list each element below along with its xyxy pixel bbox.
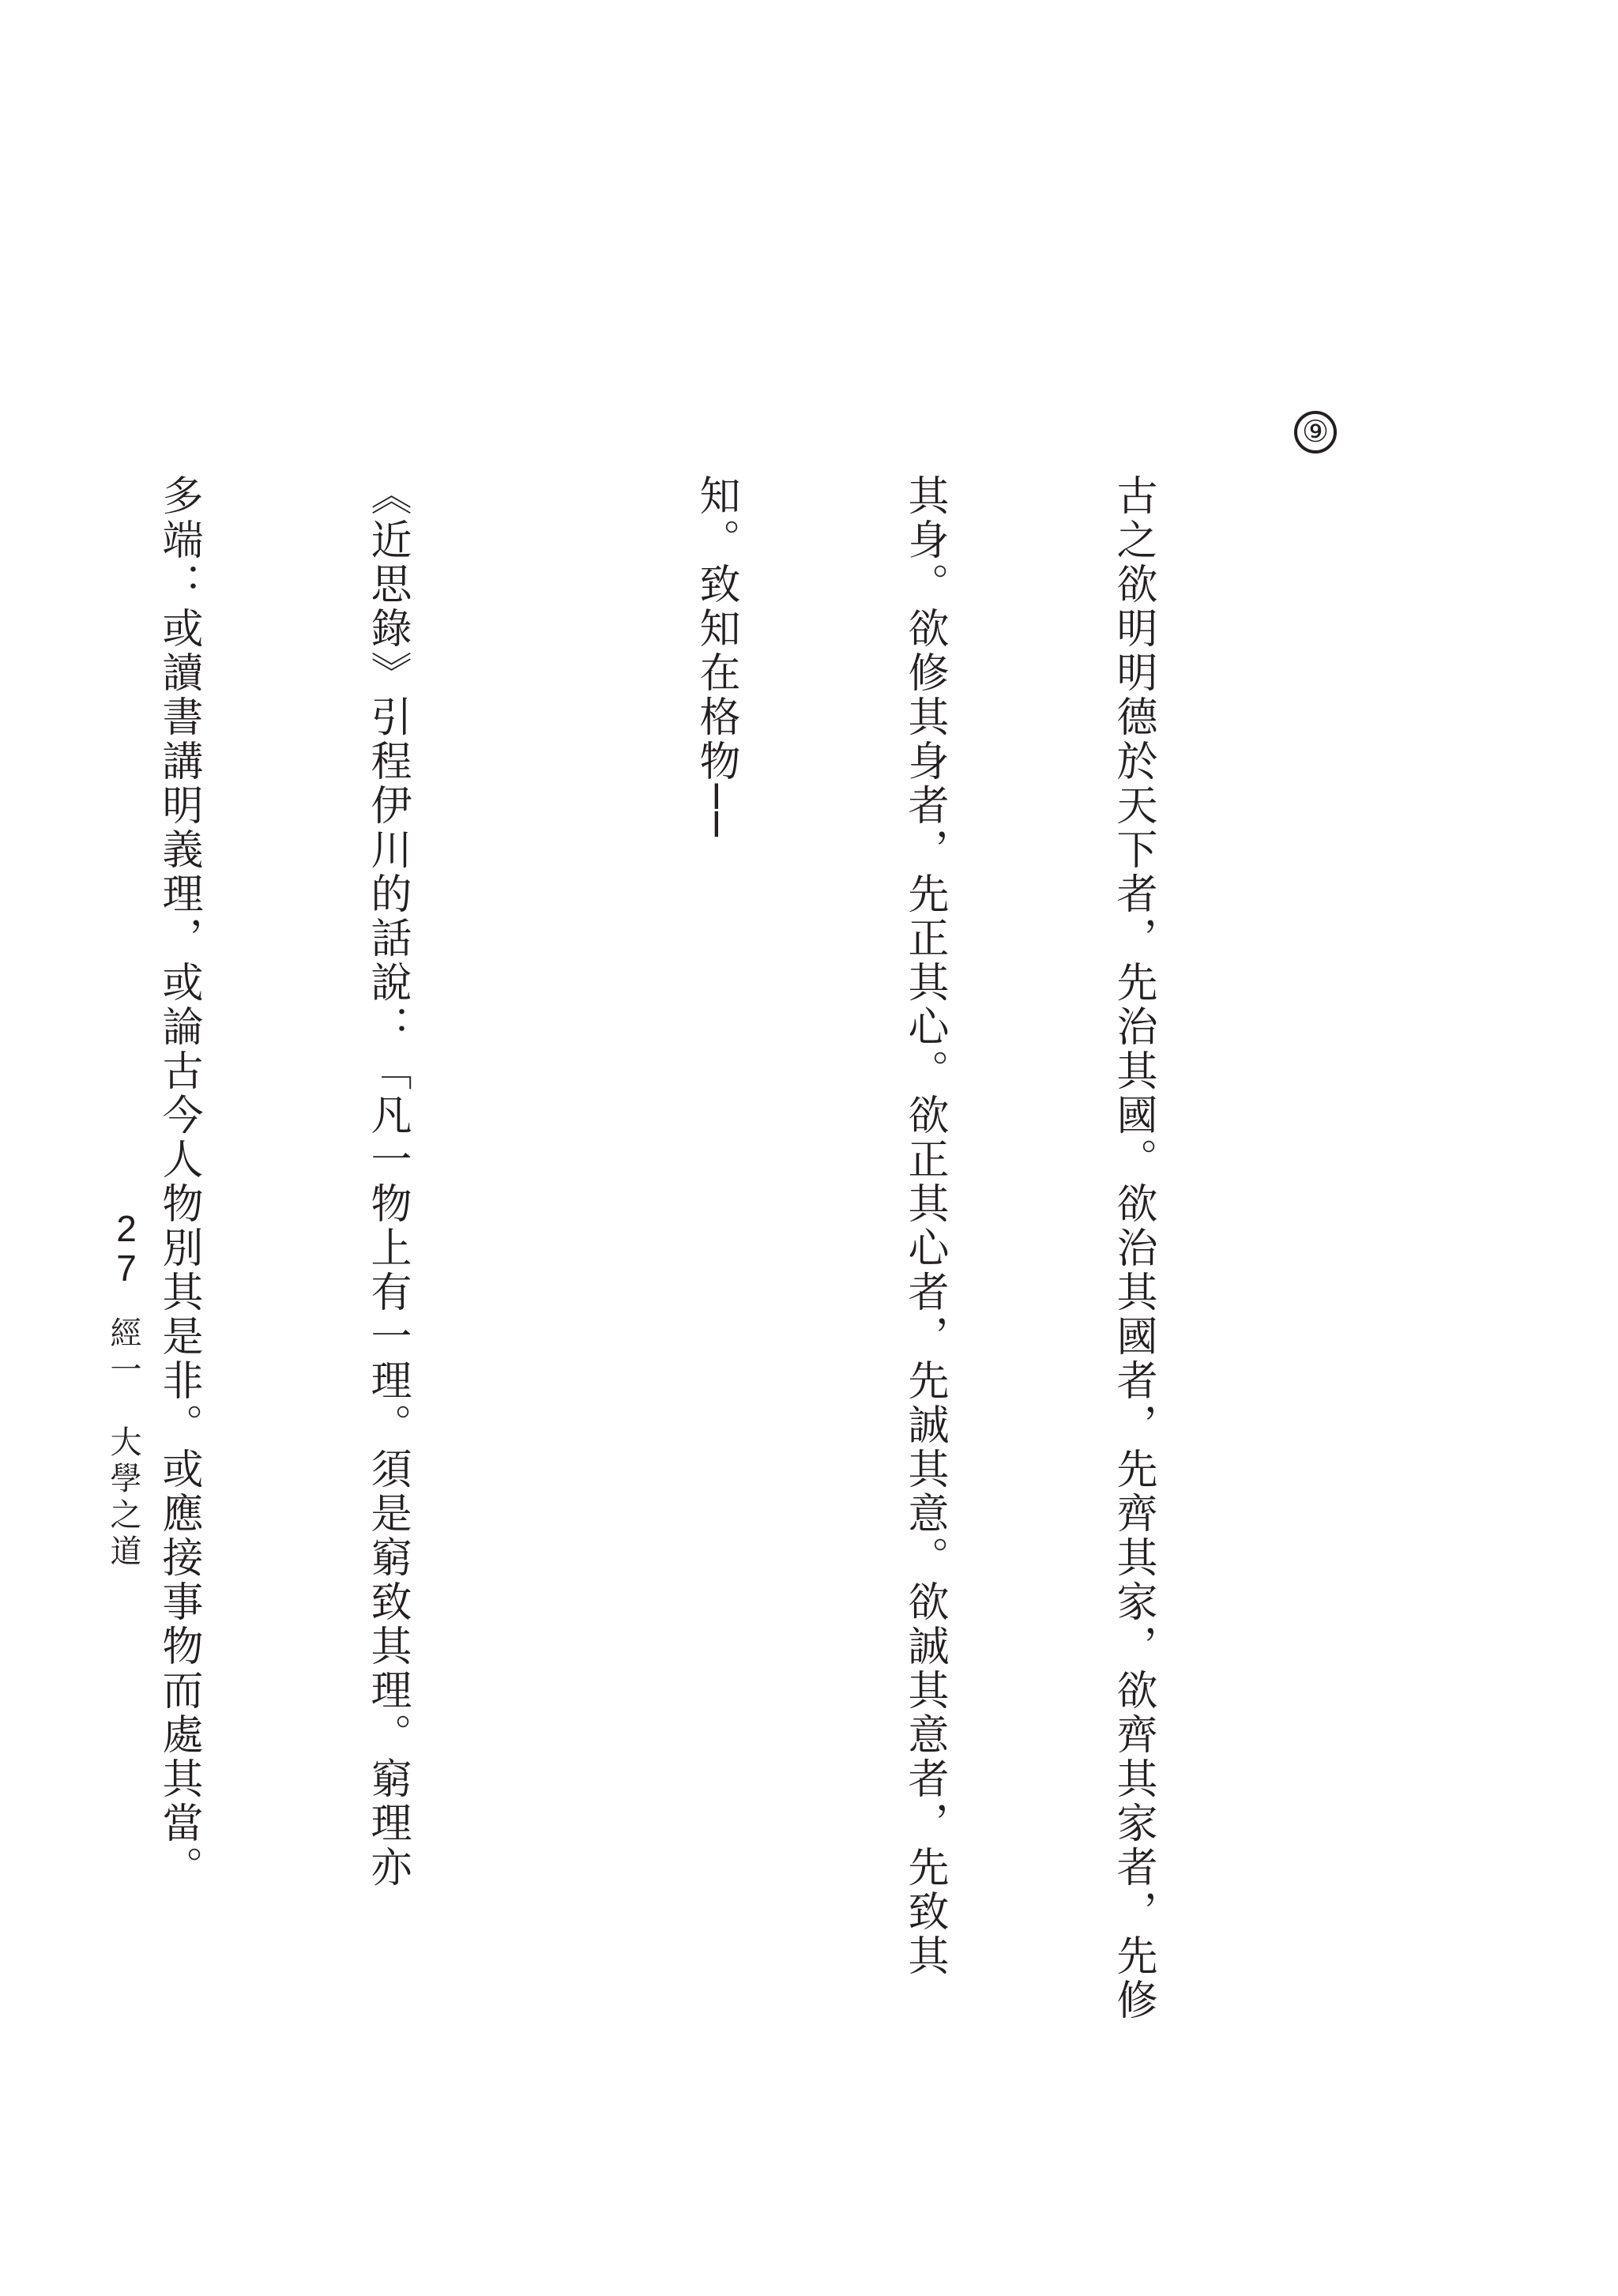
note-line: 古之欲明明德於天下者，先治其國。欲治其國者，先齊其家，欲齊其家者，先修: [1109, 474, 1157, 2023]
note-line: 多端：或讀書講明義理，或論古今人物別其是非。或應接事物而處其當。: [155, 474, 202, 1890]
note-line: 知。致知在格物──: [692, 474, 739, 840]
note-text-block: [0, 474, 1357, 2023]
running-footer-section-title: 經一 大學之道: [105, 1316, 141, 1571]
note-number-marker: ⑨: [1294, 411, 1337, 454]
note-line: 其身。欲修其身者，先正其心。欲正其心者，先誠其意。欲誠其意者，先致其: [901, 474, 948, 1978]
note-line: 《近思錄》引程伊川的話說：「凡一物上有一理。須是窮致其理。窮理亦: [363, 474, 411, 1890]
note-line: [0, 474, 5, 1975]
page-number: 27: [116, 1208, 137, 1289]
